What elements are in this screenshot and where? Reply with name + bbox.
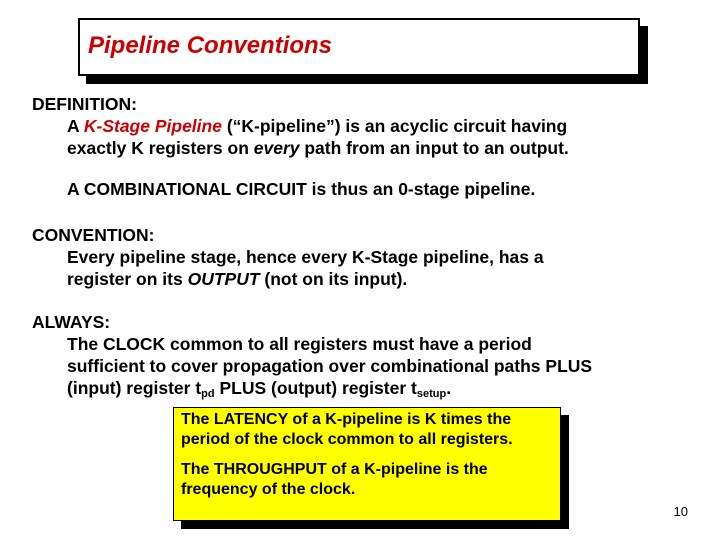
page-number: 10 bbox=[673, 504, 688, 519]
definition-line-2-pre: exactly K registers on bbox=[67, 138, 254, 158]
definition-line-2-post: path from an input to an output. bbox=[299, 138, 569, 158]
convention-line-2-post: (not on its input). bbox=[259, 269, 408, 289]
definition-emph: every bbox=[253, 138, 300, 158]
convention-line-1: Every pipeline stage, hence every K-Stage pipeline, has a bbox=[67, 247, 544, 267]
always-line-3-b: PLUS (output) register t bbox=[214, 378, 417, 398]
always-line-2: sufficient to cover propagation over combinational paths PLUS bbox=[67, 356, 593, 376]
always-line-1: The CLOCK common to all registers must have a period bbox=[67, 334, 532, 354]
throughput-line-2: frequency of the clock. bbox=[181, 481, 356, 498]
definition-line-1-post: (“K-pipeline”) is an acyclic circuit having bbox=[221, 116, 568, 136]
tpd-subscript: pd bbox=[201, 388, 215, 400]
page-title: Pipeline Conventions bbox=[88, 32, 333, 59]
note-box bbox=[173, 407, 561, 521]
definition-term: K-Stage Pipeline bbox=[83, 116, 222, 136]
definition-line-1-pre: A bbox=[67, 116, 84, 136]
convention-line-2-pre: register on its bbox=[67, 269, 188, 289]
definition-line-2 bbox=[67, 137, 569, 159]
definition-line-1 bbox=[67, 115, 567, 137]
always-line-3-c: . bbox=[446, 378, 452, 398]
tsetup-subscript: setup bbox=[416, 388, 447, 400]
latency-line-1: The LATENCY of a K-pipeline is K times the bbox=[181, 411, 512, 428]
convention-heading: CONVENTION: bbox=[32, 225, 155, 245]
always-line-3 bbox=[67, 377, 451, 399]
always-line-3-a: (input) register t bbox=[67, 378, 202, 398]
definition-heading: DEFINITION: bbox=[32, 94, 137, 114]
convention-emph: OUTPUT bbox=[187, 269, 260, 289]
throughput-line-1: The THROUGHPUT of a K-pipeline is the bbox=[181, 461, 488, 478]
latency-line-2: period of the clock common to all registers. bbox=[181, 431, 513, 448]
convention-line-2 bbox=[67, 268, 407, 290]
definition-line-3: A COMBINATIONAL CIRCUIT is thus an 0-stage pipeline. bbox=[67, 179, 536, 199]
title-box bbox=[78, 18, 640, 76]
always-heading: ALWAYS: bbox=[32, 312, 111, 332]
